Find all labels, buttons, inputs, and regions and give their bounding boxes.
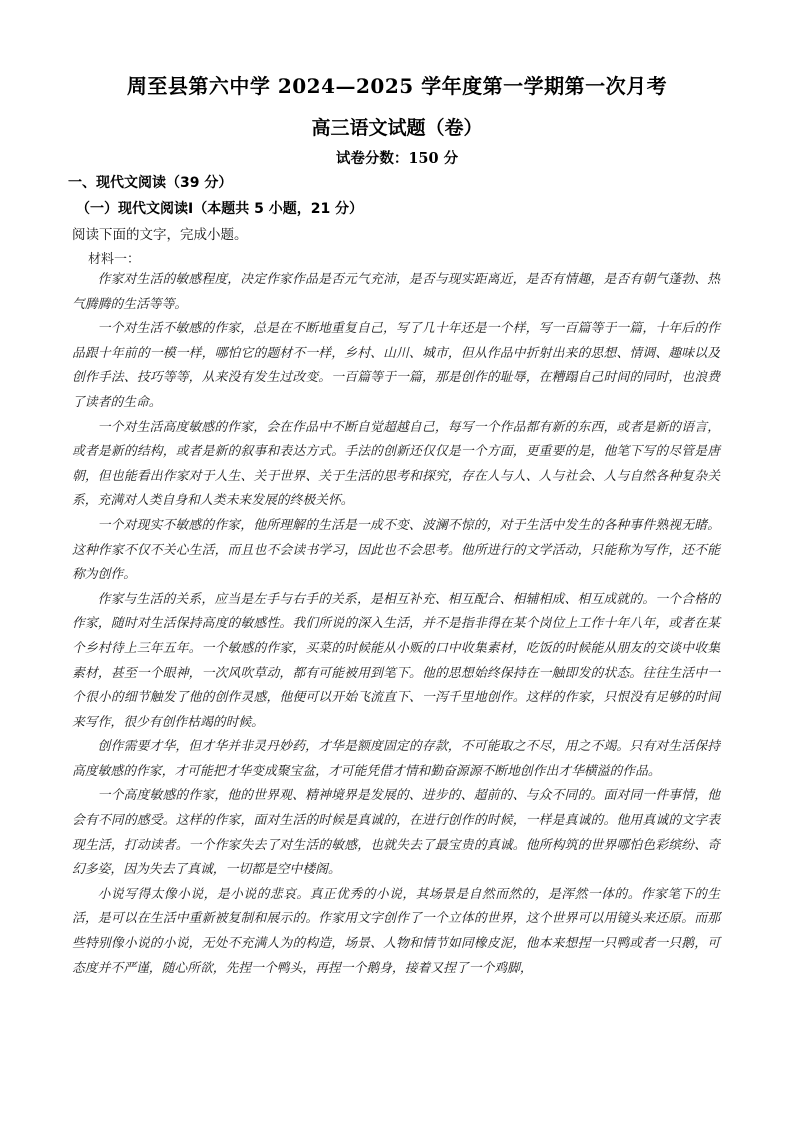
paragraph: 一个高度敏感的作家，他的世界观、精神境界是发展的、进步的、超前的、与众不同的。面对同一件事情，他会有不同的感受。这样的作家，面对生活的时候是真诚的，在进行创作的时候，一样是真诚的。他用真诚的文字表现生活，打动读者。一个作家失去了对生活的敏感，也就失去了最宝贵的真诚。他所构筑的世界哪怕色彩缤纷、奇幻多姿，因为失去了真诚，一切都是空中楼阁。 bbox=[72, 788, 720, 878]
reading-passage bbox=[72, 268, 720, 981]
paragraph: 小说写得太像小说，是小说的悲哀。真正优秀的小说，其场景是自然而然的，是浑然一体的。作家笔下的生活，是可以在生活中重新被复制和展示的。作家用文字创作了一个立体的世界，这个世界可以用镜头来还原。而那些特别像小说的小说，无处不充满人为的构造，场景、人物和情节如同橡皮泥，他本来想捏一只鸭或者一只鹅，可态度并不严谨，随心所欲，先捏一个鸭头，再捏一个鹅身，接着又捏了一个鸡脚， bbox=[72, 886, 720, 976]
paragraph: 一个对现实不敏感的作家，他所理解的生活是一成不变、波澜不惊的，对于生活中发生的各种事件熟视无睹。这种作家不仅不关心生活，而且也不会读书学习，因此也不会思考。他所进行的文学活动，只能称为写作，还不能称为创作。 bbox=[72, 517, 720, 583]
exam-subtitle: 高三语文试题（卷） bbox=[311, 117, 483, 139]
paragraph: 创作需要才华，但才华并非灵丹妙药，才华是额度固定的存款，不可能取之不尽，用之不竭。只有对生活保持高度敏感的作家，才可能把才华变成聚宝盆，才可能凭借才情和勤奋源源不断地创作出才华横溢的作品。 bbox=[72, 739, 720, 779]
paragraph: 一个对生活高度敏感的作家，会在作品中不断自觉超越自己，每写一个作品都有新的东西，或者是新的语言，或者是新的结构，或者是新的叙事和表达方式。手法的创新还仅仅是一个方面，更重要的是，他笔下写的尽管是唐朝，但也能看出作家对于人生、关于世界、关于生活的思考和探究，存在人与人、人与社会、人与自然各种复杂关系，充满对人类自身和人类未来发展的终极关怀。 bbox=[72, 419, 720, 509]
section-heading: 一、现代文阅读（39 分） bbox=[68, 175, 233, 191]
paragraph: 一个对生活不敏感的作家，总是在不断地重复自己，写了几十年还是一个样，写一百篇等于一篇，十年后的作品跟十年前的一模一样，哪怕它的题材不一样，乡村、山川、城市，但从作品中折射出来的思想、情调、趣味以及创作手法、技巧等等，从来没有发生过改变。一百篇等于一篇，那是创作的耻辱，在糟蹋自己时间的同时，也浪费了读者的生命。 bbox=[72, 321, 720, 410]
paragraph: 作家与生活的关系，应当是左手与右手的关系，是相互补充、相互配合、相辅相成、相互成就的。一个合格的作家，随时对生活保持高度的敏感性。我们所说的深入生活，并不是指非得在某个岗位上工作十年八年，或者在某个乡村待上三年五年。一个敏感的作家，买菜的时候能从小贩的口中收集素材，吃饭的时候能从朋友的交谈中收集素材，甚至一个眼神，一次风吹草动，都有可能被用到笔下。他的思想始终保持在一触即发的状态。往往生活中一个很小的细节触发了他的创作灵感，他便可以开始飞流直下、一泻千里地创作。这样的作家，只恨没有足够的时间来写作，很少有创作枯竭的时候。 bbox=[72, 591, 720, 730]
section-subheading: （一）现代文阅读Ⅰ（本题共 5 小题，21 分） bbox=[76, 201, 364, 217]
exam-score: 试卷分数：150 分 bbox=[335, 150, 459, 167]
material-label: 材料一： bbox=[88, 252, 141, 267]
instruction-text: 阅读下面的文字，完成小题。 bbox=[72, 227, 248, 243]
exam-title: 周至县第六中学 2024—2025 学年度第一学期第一次月考 bbox=[126, 74, 668, 98]
paragraph: 作家对生活的敏感程度，决定作家作品是否元气充沛，是否与现实距离近，是否有情趣，是否有朝气蓬勃、热气腾腾的生活等等。 bbox=[72, 272, 720, 312]
